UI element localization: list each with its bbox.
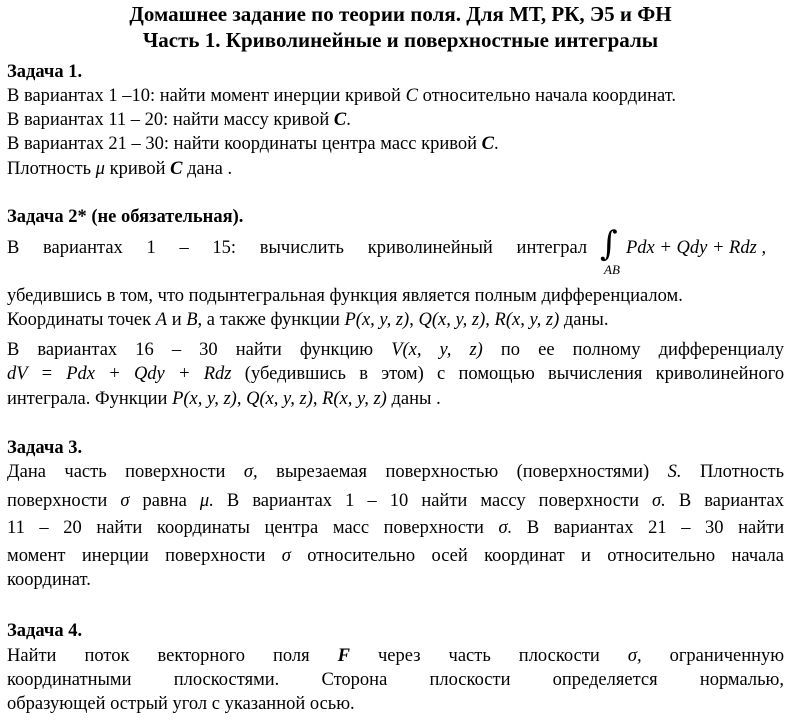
integrand: Pdx + Qdy + Rdz ,	[626, 238, 767, 258]
task2-line5: dV = Pdx + Qdy + Rdz (убедившись в этом) с помощью вычисления криволинейного	[7, 364, 785, 384]
task2-line1: В вариантах 1 – 15: вычислить криволинейный интеграл	[7, 238, 588, 258]
task2-heading: Задача 2* (не обязательная).	[7, 207, 244, 227]
task3-line2: поверхности σ равна μ. В вариантах 1 – 10 найти массу поверхности σ. В вариантах	[7, 491, 784, 511]
task1-line2: В вариантах 11 – 20: найти массу кривой C.	[7, 110, 351, 130]
task2-line2: убедившись в том, что подынтегральная функция является полным дифференциалом.	[7, 286, 683, 306]
task3-line4: момент инерции поверхности σ относительно осей координат и относительно начала	[7, 546, 784, 566]
document-title: Домашнее задание по теории поля. Для МТ, РК, Э5 и ФН	[129, 2, 672, 26]
task4-line3: образующей острый угол с указанной осью.	[7, 694, 355, 714]
task2-line4: В вариантах 16 – 30 найти функцию V(x, y, z) по ее полному дифференциалу	[7, 340, 785, 360]
task2-line6: интеграла. Функции P(x, y, z), Q(x, y, z), R(x, y, z) даны .	[7, 389, 441, 409]
integral-sign: ∫	[600, 224, 618, 264]
task4-line1: Найти поток векторного поля F через часть плоскости σ, ограниченную	[7, 646, 785, 666]
task2-line3: Координаты точек A и B, а также функции P(x, y, z), Q(x, y, z), R(x, y, z) даны.	[7, 310, 609, 330]
task3-line3: 11 – 20 найти координаты центра масс поверхности σ. В вариантах 21 – 30 найти	[7, 518, 785, 538]
task3-line1: Дана часть поверхности σ, вырезаемая поверхностью (поверхностями) S. Плотность	[7, 462, 785, 482]
task1-line3: В вариантах 21 – 30: найти координаты центра масс кривой C.	[7, 134, 499, 154]
task4-heading: Задача 4.	[7, 621, 83, 641]
mu-symbol: μ	[95, 159, 105, 179]
task1-heading: Задача 1.	[7, 62, 83, 82]
document-subtitle: Часть 1. Криволинейные и поверхностные интегралы	[142, 28, 659, 52]
task4-line2: координатными плоскостями. Сторона плоскости определяется нормалью,	[7, 670, 785, 690]
task3-line5: координат.	[7, 570, 91, 590]
task1-line1: В вариантах 1 –10: найти момент инерции кривой C относительно начала координат.	[7, 86, 677, 106]
task1-line4: Плотность μ кривой C дана .	[7, 159, 233, 179]
task3-heading: Задача 3.	[7, 438, 83, 458]
integral-subscript: AB	[604, 262, 620, 277]
